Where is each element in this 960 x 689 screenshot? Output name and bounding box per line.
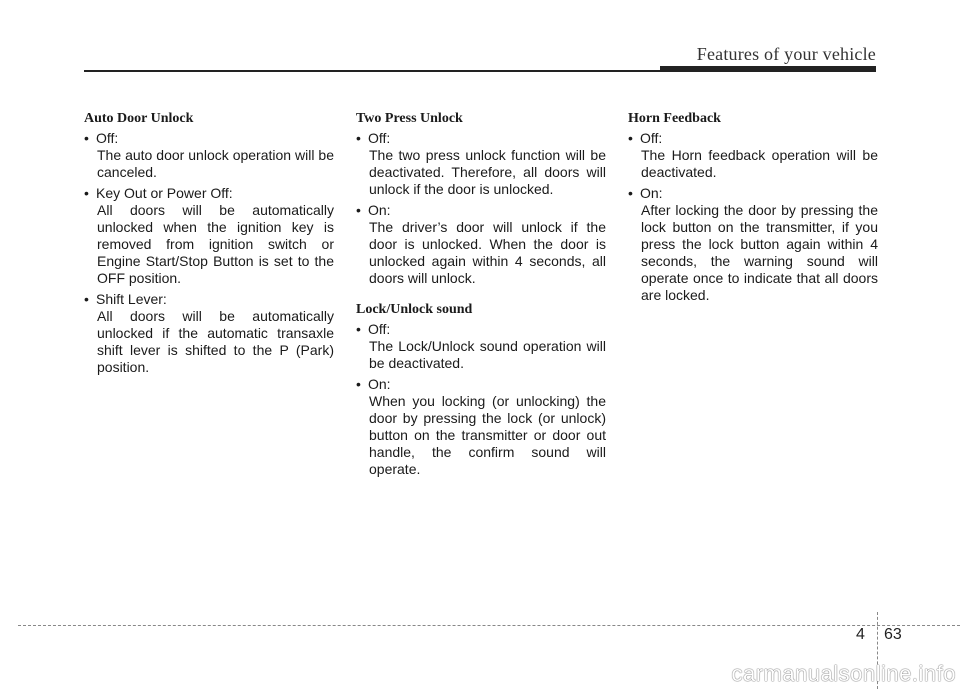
section-title: Lock/Unlock sound — [356, 302, 473, 317]
section-title: Auto Door Unlock — [84, 111, 194, 126]
item-description: The Lock/Unlock sound operation will be deactivated. — [369, 338, 606, 371]
list-item — [628, 130, 878, 181]
footer-rule — [18, 625, 960, 626]
section-title: Two Press Unlock — [356, 111, 463, 126]
list-item — [84, 291, 334, 376]
section-auto-door-unlock — [84, 110, 334, 376]
list-item — [84, 185, 334, 287]
section-two-press-unlock — [356, 110, 606, 287]
page-chapter: 4 — [856, 626, 865, 643]
header-rule-accent — [660, 66, 876, 72]
item-description: The auto door unlock operation will be canceled. — [97, 147, 334, 180]
column-1 — [84, 110, 334, 380]
list-item — [356, 376, 606, 478]
list-item — [84, 130, 334, 181]
item-label: • Shift Lever: — [84, 291, 334, 308]
section-title: Horn Feedback — [628, 111, 721, 126]
list-item — [356, 321, 606, 372]
watermark: carmanualsonline.info — [731, 661, 956, 686]
item-label: • Off: — [628, 130, 878, 147]
item-label: • Off: — [356, 321, 606, 338]
item-label: • On: — [356, 376, 606, 393]
list-item — [628, 185, 878, 304]
item-description: The two press unlock function will be deactivated. Therefore, all doors will unlock if the door is unlocked. — [369, 147, 606, 197]
item-label: • Off: — [356, 130, 606, 147]
item-description: When you locking (or unlocking) the door by pressing the lock (or unlock) button on the transmitter or door out handle, the confirm sound will operate. — [369, 393, 606, 477]
section-lock-unlock-sound — [356, 301, 606, 478]
item-label: • On: — [628, 185, 878, 202]
item-description: The Horn feedback operation will be deactivated. — [641, 147, 878, 180]
item-description: All doors will be automatically unlocked when the ignition key is removed from ignition switch or Engine Start/Stop Button is set to the OFF position. — [97, 202, 334, 286]
item-description: After locking the door by pressing the lock button on the transmitter, if you press the lock button again within 4 seconds, the warning sound will operate once to indicate that all doors are locked. — [641, 202, 878, 303]
item-label: • Off: — [84, 130, 334, 147]
item-description: The driver’s door will unlock if the door is unlocked. When the door is unlocked again within 4 seconds, all doors will unlock. — [369, 219, 606, 286]
item-label: • Key Out or Power Off: — [84, 185, 334, 202]
page-number: 63 — [884, 626, 902, 643]
item-description: All doors will be automatically unlocked if the automatic transaxle shift lever is shifted to the P (Park) position. — [97, 308, 334, 375]
list-item — [356, 130, 606, 198]
column-3 — [628, 110, 878, 308]
section-horn-feedback — [628, 110, 878, 304]
header-title: Features of your vehicle — [696, 44, 876, 64]
column-2 — [356, 110, 606, 482]
list-item — [356, 202, 606, 287]
item-label: • On: — [356, 202, 606, 219]
